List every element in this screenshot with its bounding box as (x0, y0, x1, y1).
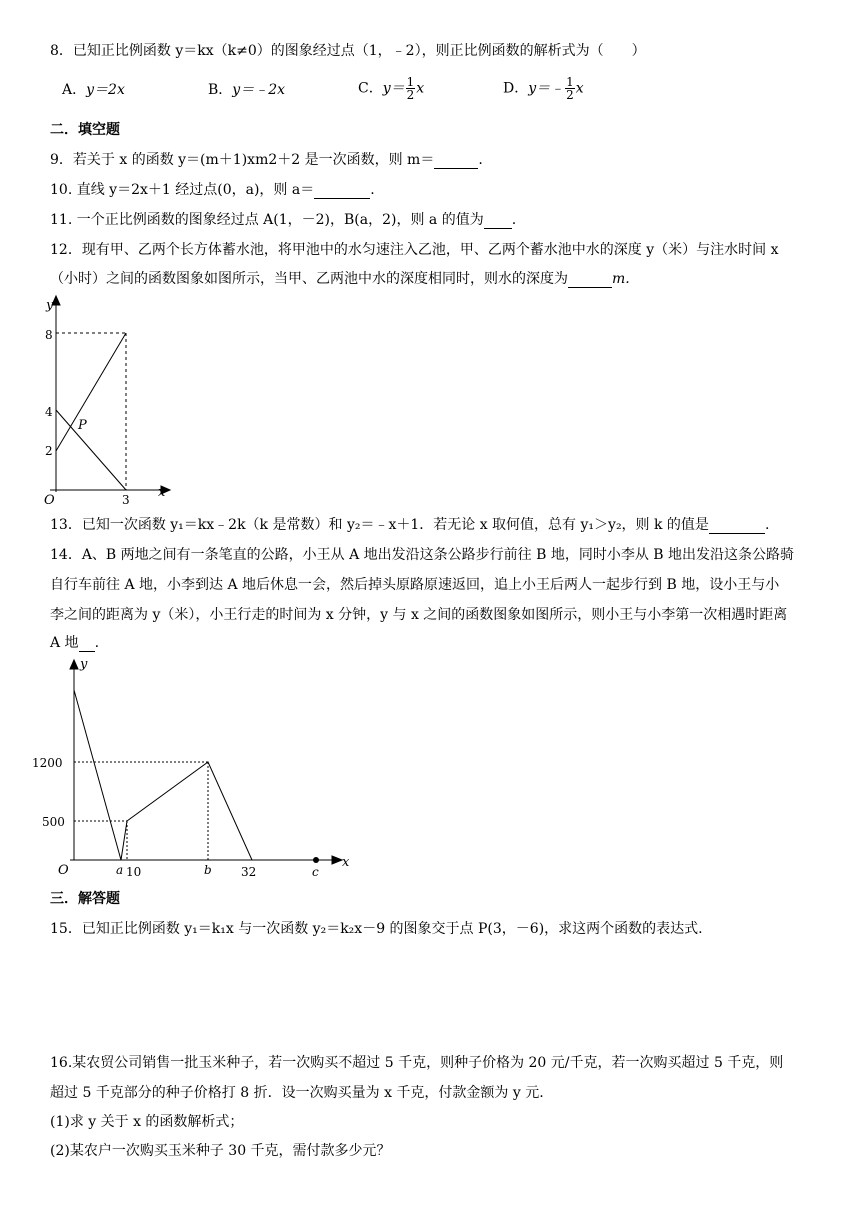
q8-option-c: C．y＝ $\frac{1}{2}$ x (358, 75, 425, 102)
question-11: 11. 一个正比例函数的图象经过点 A(1，－2)，B(a，2)，则 a 的值为 . (50, 212, 517, 228)
question-16-part-2: (2)某农户一次购买玉米种子 30 千克，需付款多少元？ (50, 1143, 391, 1159)
tick-label-b: b (204, 863, 212, 877)
q8-option-a: A．y＝2x (62, 82, 125, 98)
tick-label-2: 2 (45, 444, 53, 458)
tick-label-32: 32 (241, 865, 257, 879)
answer-blank (484, 214, 512, 229)
x-axis-arrow (332, 856, 342, 864)
question-12-line-2: （小时）之间的函数图象如图所示，当甲、乙两池中水的深度相同时，则水的深度为 m. (50, 271, 630, 287)
question-16-part-1: (1)求 y 关于 x 的函数解析式； (50, 1114, 244, 1130)
section-fill-in-heading: 二．填空题 (50, 122, 120, 138)
tick-label-10: 10 (126, 865, 142, 879)
question-14-line-3: 李之间的距离为 y（米），小王行走的时间为 x 分钟，y 与 x 之间的函数图象如图所示，则小王与小李第一次相遇时距离 (50, 607, 788, 623)
answer-blank (434, 154, 478, 169)
figure-water-depth-graph (38, 292, 178, 504)
tick-label-1200: 1200 (32, 756, 63, 770)
question-16-line-1: 16.某农贸公司销售一批玉米种子，若一次购买不超过 5 千克，则种子价格为 20 元/千克，若一次购买超过 5 千克，则 (50, 1055, 784, 1071)
fraction-one-half: $\frac{1}{2}$ (406, 75, 415, 102)
answer-blank (709, 519, 765, 534)
question-14-line-2: 自行车前往 A 地，小李到达 A 地后休息一会，然后掉头原路原速返回，追上小王后两人一起步行到 B 地，设小王与小 (50, 577, 780, 593)
question-16-line-2: 超过 5 千克部分的种子价格打 8 折．设一次购买量为 x 千克，付款金额为 y 元. (50, 1085, 544, 1101)
point-c (313, 857, 319, 863)
q8-option-b: B．y＝﹣2x (208, 82, 286, 98)
q8-option-d: D．y＝﹣ $\frac{1}{2}$ x (503, 75, 584, 102)
line-pool-b (56, 333, 126, 451)
answer-blank (79, 637, 95, 652)
y-axis-arrow (70, 660, 78, 669)
tick-label-8: 8 (45, 328, 53, 342)
question-14-line-1: 14．A、B 两地之间有一条笔直的公路，小王从 A 地出发沿这条公路步行前往 B 地，同时小李从 B 地出发沿这条公路骑 (50, 547, 795, 563)
x-axis-label: x (342, 855, 350, 870)
tick-label-3: 3 (122, 493, 130, 504)
answer-blank (314, 184, 370, 199)
intersection-point-label: P (78, 418, 87, 433)
question-14-line-4: A 地 . (50, 635, 100, 651)
question-12-line-1: 12．现有甲、乙两个长方体蓄水池，将甲池中的水匀速注入乙池，甲、乙两个蓄水池中水的深度 y（米）与注水时间 x (50, 242, 779, 258)
y-axis-label: y (80, 657, 88, 672)
origin-label: O (58, 863, 69, 878)
tick-label-4: 4 (45, 405, 53, 419)
origin-label: O (44, 493, 55, 504)
tick-label-c: c (312, 865, 319, 879)
figure-distance-time-graph (30, 654, 360, 880)
section-solution-heading: 三．解答题 (50, 891, 120, 907)
tick-label-500: 500 (42, 815, 65, 829)
fraction-one-half: $\frac{1}{2}$ (566, 75, 574, 102)
question-8-stem: 8．已知正比例函数 y＝kx（k≠0）的图象经过点（1，﹣2），则正比例函数的解析式为（ ） (50, 43, 646, 59)
question-13: 13．已知一次函数 y₁＝kx﹣2k（k 是常数）和 y₂＝﹣x＋1．若无论 x 取何值，总有 y₁＞y₂，则 k 的值是 . (50, 517, 770, 533)
question-10: 10. 直线 y＝2x＋1 经过点(0，a)，则 a＝ . (50, 182, 375, 198)
question-9: 9．若关于 x 的函数 y＝(m＋1)xm2＋2 是一次函数，则 m＝ . (50, 152, 483, 168)
tick-label-a: a (116, 863, 124, 877)
x-axis-label: x (158, 485, 166, 500)
distance-polyline (74, 690, 252, 860)
question-15: 15．已知正比例函数 y₁＝k₁x 与一次函数 y₂＝k₂x－9 的图象交于点 P(3，－6)，求这两个函数的表达式. (50, 921, 703, 937)
line-pool-a (56, 410, 126, 490)
answer-blank (568, 273, 612, 288)
y-axis-label: y (46, 298, 54, 313)
